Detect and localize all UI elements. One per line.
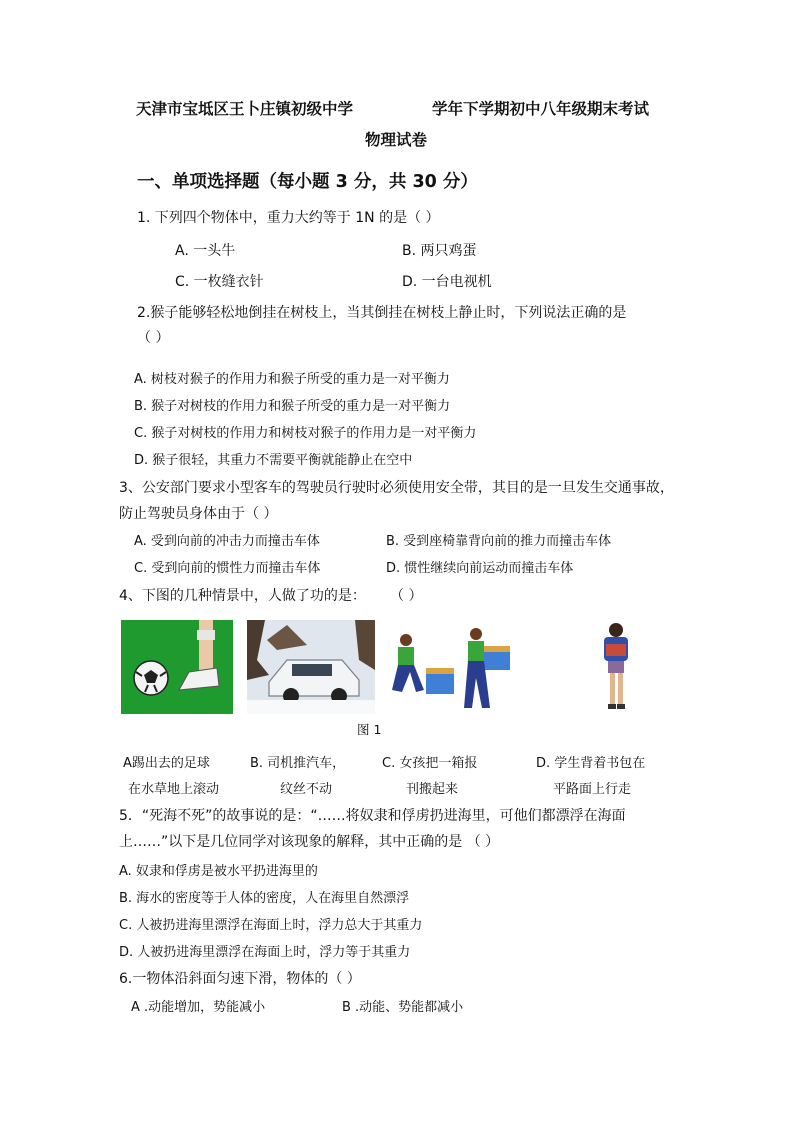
- q4-option-d-line1: D. 学生背着书包在: [536, 756, 646, 771]
- q3-option-c: C. 受到向前的惯性力而撞击车体: [134, 561, 321, 576]
- exam-title-term: 学年下学期初中八年级期末考试: [432, 100, 650, 118]
- q3-stem-line2: 防止驾驶员身体由于（ ）: [119, 506, 278, 522]
- q6-stem: 6.一物体沿斜面匀速下滑，物体的（ ）: [119, 971, 361, 987]
- q4-option-c-line2: 刊搬起来: [406, 782, 459, 797]
- q1-option-a: A. 一头牛: [175, 243, 236, 259]
- q4-option-b-line1: B. 司机推汽车，: [250, 756, 346, 771]
- q4-option-a-line1: A踢出去的足球: [123, 756, 210, 771]
- q2-option-b: B. 猴子对树枝的作用力和猴子所受的重力是一对平衡力: [134, 399, 451, 414]
- q2-option-a: A. 树枝对猴子的作用力和猴子所受的重力是一对平衡力: [134, 372, 450, 387]
- q3-option-a: A. 受到向前的冲击力而撞击车体: [134, 534, 320, 549]
- q3-option-b: B. 受到座椅靠背向前的推力而撞击车体: [386, 534, 612, 549]
- exam-title-school: 天津市宝坻区王卜庄镇初级中学: [136, 100, 354, 118]
- q5-option-a: A. 奴隶和俘虏是被水平扔进海里的: [119, 864, 318, 879]
- q1-option-b: B. 两只鸡蛋: [402, 243, 477, 259]
- q5-option-c: C. 人被扔进海里漂浮在海面上时，浮力总大于其重力: [119, 918, 423, 933]
- q4-option-d-line2: 平路面上行走: [553, 782, 632, 797]
- q4-option-a-line2: 在水草地上滚动: [128, 782, 220, 797]
- car-in-snow-image: [247, 620, 375, 714]
- q5-option-d: D. 人被扔进海里漂浮在海面上时，浮力等于其重力: [119, 945, 411, 960]
- football-image: [121, 620, 233, 714]
- q6-option-a: A .动能增加，势能减小: [131, 1000, 266, 1015]
- q1-option-d: D. 一台电视机: [402, 274, 492, 290]
- q5-option-b: B. 海水的密度等于人体的密度，人在海里自然漂浮: [119, 891, 410, 906]
- figure-caption: 图 1: [357, 722, 382, 737]
- q3-stem-line1: 3、公安部门要求小型客车的驾驶员行驶时必须使用安全带，其目的是一旦发生交通事故，: [119, 480, 674, 496]
- q5-stem-line1: 5．“死海不死”的故事说的是：“……将奴隶和俘虏扔进海里，可他们都漂浮在海面: [119, 808, 626, 824]
- exam-subtitle: 物理试卷: [365, 131, 428, 149]
- section-heading: 一、单项选择题（每小题 3 分，共 30 分）: [137, 172, 478, 192]
- girl-lifting-box-image: [388, 620, 520, 714]
- q2-stem-line2: （ ）: [137, 330, 170, 346]
- q2-option-c: C. 猴子对树枝的作用力和树枝对猴子的作用力是一对平衡力: [134, 426, 477, 441]
- q2-stem-line1: 2.猴子能够轻松地倒挂在树枝上，当其倒挂在树枝上静止时，下列说法正确的是: [137, 305, 627, 321]
- student-backpack-image: [556, 620, 674, 714]
- q4-answer-paren: （ ）: [390, 588, 423, 604]
- q4-option-b-line2: 纹丝不动: [280, 782, 333, 797]
- q4-stem: 4、下图的几种情景中，人做了功的是：: [119, 588, 366, 604]
- q6-option-b: B .动能、势能都减小: [342, 1000, 464, 1015]
- q5-stem-line2: 上……”以下是几位同学对该现象的解释，其中正确的是 （ ）: [119, 834, 500, 850]
- q2-option-d: D. 猴子很轻，其重力不需要平衡就能静止在空中: [134, 453, 413, 468]
- q3-option-d: D. 惯性继续向前运动而撞击车体: [386, 561, 574, 576]
- q4-option-c-line1: C. 女孩把一箱报: [382, 756, 478, 771]
- q1-stem: 1. 下列四个物体中，重力大约等于 1N 的是（ ）: [137, 210, 440, 226]
- q1-option-c: C. 一枚缝衣针: [175, 274, 264, 290]
